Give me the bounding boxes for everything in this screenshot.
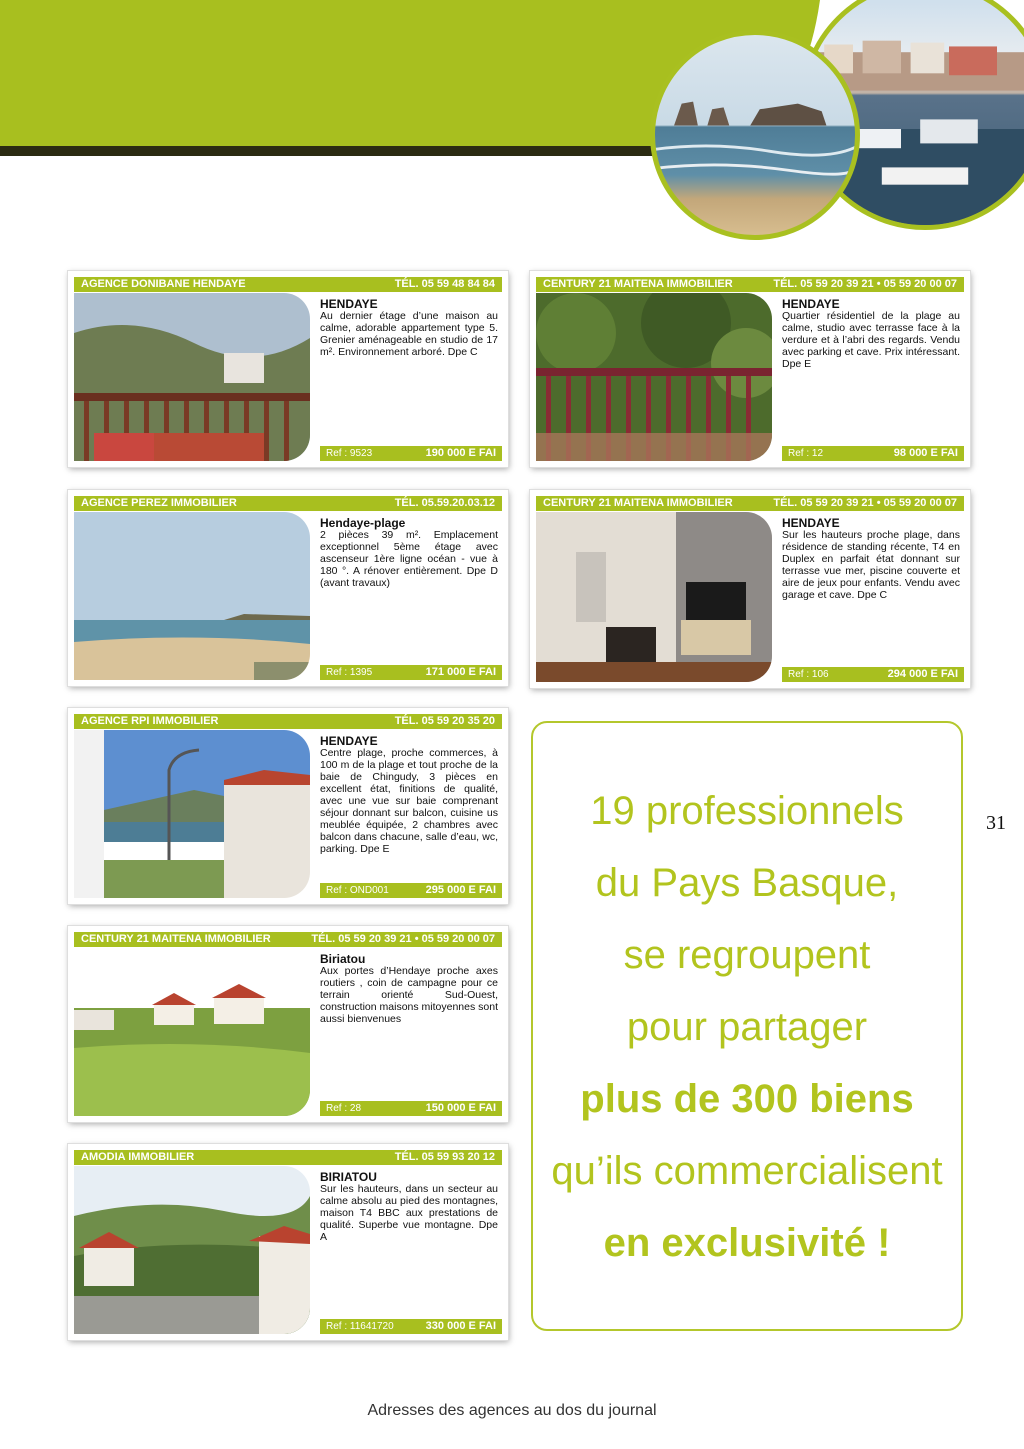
listing-ref: Ref : 11641720 <box>326 1321 394 1332</box>
promo-line: pour partager <box>626 1005 868 1049</box>
promo-line: 19 professionnels <box>590 789 904 833</box>
agency-phone: TÉL. 05 59 20 39 21 • 05 59 20 00 07 <box>773 278 957 290</box>
page-number: 31 <box>986 812 1006 834</box>
listing-ref: Ref : 106 <box>788 669 829 680</box>
listing-text <box>320 1171 498 1243</box>
listing-town: HENDAYE <box>782 516 840 530</box>
promo-box <box>531 721 963 1331</box>
promo-line-highlight: plus de 300 biens <box>580 1077 914 1121</box>
beach-view-photo <box>74 512 310 680</box>
agency-name: CENTURY 21 MAITENA IMMOBILIER <box>543 278 733 290</box>
listing-footer <box>320 446 502 461</box>
listing-description: Sur les hauteurs proche plage, dans résidence de standing récente, T4 en Duplex en parfait état donnant sur terrasse vue mer, piscine couverte et aire de jeux pour enfants. Vendu avec garage et cave. Dpe C <box>782 529 960 601</box>
listing-price: 295 000 E FAI <box>425 884 496 896</box>
listing-footer <box>320 883 502 898</box>
listing-header <box>74 496 502 511</box>
agency-phone: TÉL. 05 59 48 84 84 <box>394 278 495 290</box>
listing-card[interactable] <box>530 490 970 688</box>
agency-phone: TÉL. 05 59 20 35 20 <box>394 715 495 727</box>
listing-ref: Ref : 28 <box>326 1103 362 1114</box>
listing-ref: Ref : OND001 <box>326 885 389 896</box>
listing-text <box>320 298 498 358</box>
listing-card[interactable] <box>530 271 970 467</box>
listing-description: Quartier résidentiel de la plage au calme, studio avec terrasse face à la verdure et à l’abri des regards. Vendu avec parking et cave. Prix intéressant. Dpe E <box>782 310 960 370</box>
agency-phone: TÉL. 05 59 20 39 21 • 05 59 20 00 07 <box>773 497 957 509</box>
listing-description: 2 pièces 39 m². Emplacement exceptionnel 5ème étage avec ascenseur 1ère ligne océan - vue à 180 °. A rénover entièrement. Dpe D (avant travaux) <box>320 529 498 589</box>
listing-town: Hendaye-plage <box>320 516 406 530</box>
listing-ref: Ref : 9523 <box>326 448 373 459</box>
listing-town: HENDAYE <box>782 297 840 311</box>
listing-town: Biriatou <box>320 952 366 966</box>
agency-name: AGENCE PEREZ IMMOBILIER <box>81 497 237 509</box>
agency-phone: TÉL. 05 59 93 20 12 <box>394 1151 495 1163</box>
listing-card[interactable] <box>68 490 508 686</box>
listing-card[interactable] <box>68 1144 508 1340</box>
agency-phone: TÉL. 05.59.20.03.12 <box>394 497 495 509</box>
agency-name: CENTURY 21 MAITENA IMMOBILIER <box>81 933 271 945</box>
mountain-view-photo <box>74 1166 310 1334</box>
listing-description: Au dernier étage d’une maison au calme, adorable appartement type 5. Grenier aménageable en studio de 17 m². Environnement arboré. Dpe C <box>320 310 498 358</box>
listing-ref: Ref : 12 <box>788 448 824 459</box>
listing-price: 190 000 E FAI <box>425 447 496 459</box>
listing-description: Centre plage, proche commerces, à 100 m de la plage et tout proche de la baie de Chingudy, 3 pièces en excellent état, finitions de qualité, avec une vue sur baie comprenant séjour donnant sur balcon, cuisine us meublée équipée, 2 chambres avec balcon dans chacune, salle d’eau, wc, parking. Dpe E <box>320 747 498 855</box>
listing-price: 98 000 E FAI <box>893 447 958 459</box>
listing-text <box>782 298 960 370</box>
listing-town: BIRIATOU <box>320 1170 377 1184</box>
listing-price: 150 000 E FAI <box>425 1102 496 1114</box>
listing-text <box>320 517 498 589</box>
listing-header <box>74 1150 502 1165</box>
listing-text <box>320 953 498 1025</box>
land-plot-photo <box>74 948 310 1116</box>
listing-card[interactable] <box>68 708 508 904</box>
listing-town: HENDAYE <box>320 297 378 311</box>
listing-header <box>74 277 502 292</box>
coast-photo-circle <box>650 30 860 240</box>
agency-name: AMODIA IMMOBILIER <box>81 1151 195 1163</box>
listing-price: 294 000 E FAI <box>887 668 958 680</box>
listing-header <box>536 277 964 292</box>
agency-name: CENTURY 21 MAITENA IMMOBILIER <box>543 497 733 509</box>
listing-ref: Ref : 1395 <box>326 667 373 678</box>
balcony-hills-photo <box>74 293 310 461</box>
agency-name: AGENCE RPI IMMOBILIER <box>81 715 219 727</box>
listing-price: 171 000 E FAI <box>425 666 496 678</box>
listing-card[interactable] <box>68 926 508 1122</box>
listing-card[interactable] <box>68 271 508 467</box>
living-room-photo <box>536 512 772 682</box>
listing-header <box>536 496 964 511</box>
listing-price: 330 000 E FAI <box>425 1320 496 1332</box>
listing-footer <box>320 1101 502 1116</box>
listing-footer <box>320 1319 502 1334</box>
listing-text <box>782 517 960 601</box>
listing-town: HENDAYE <box>320 734 378 748</box>
listing-footer <box>782 667 964 682</box>
promo-line: du Pays Basque, <box>595 861 899 905</box>
listing-footer <box>782 446 964 461</box>
listing-description: Aux portes d’Hendaye proche axes routiers , coin de campagne pour ce terrain orienté Sud-Ouest, construction maisons mitoyennes sont aussi bienvenues <box>320 965 499 1025</box>
listing-text <box>320 735 498 855</box>
listing-header <box>74 714 502 729</box>
bay-street-photo <box>74 730 310 898</box>
promo-line-highlight: en exclusivité ! <box>603 1221 891 1265</box>
agency-phone: TÉL. 05 59 20 39 21 • 05 59 20 00 07 <box>311 933 495 945</box>
footer-note: Adresses des agences au dos du journal <box>367 1402 657 1419</box>
agency-name: AGENCE DONIBANE HENDAYE <box>81 278 246 290</box>
promo-line: se regroupent <box>623 933 871 977</box>
terrace-greenery-photo <box>536 293 772 461</box>
listing-description: Sur les hauteurs, dans un secteur au calme absolu au pied des montagnes, maison T4 BBC aux prestations de qualité. Superbe vue montagne. Dpe A <box>320 1183 498 1243</box>
promo-line: qu’ils commercialisent <box>551 1149 943 1193</box>
listing-footer <box>320 665 502 680</box>
listing-header <box>74 932 502 947</box>
